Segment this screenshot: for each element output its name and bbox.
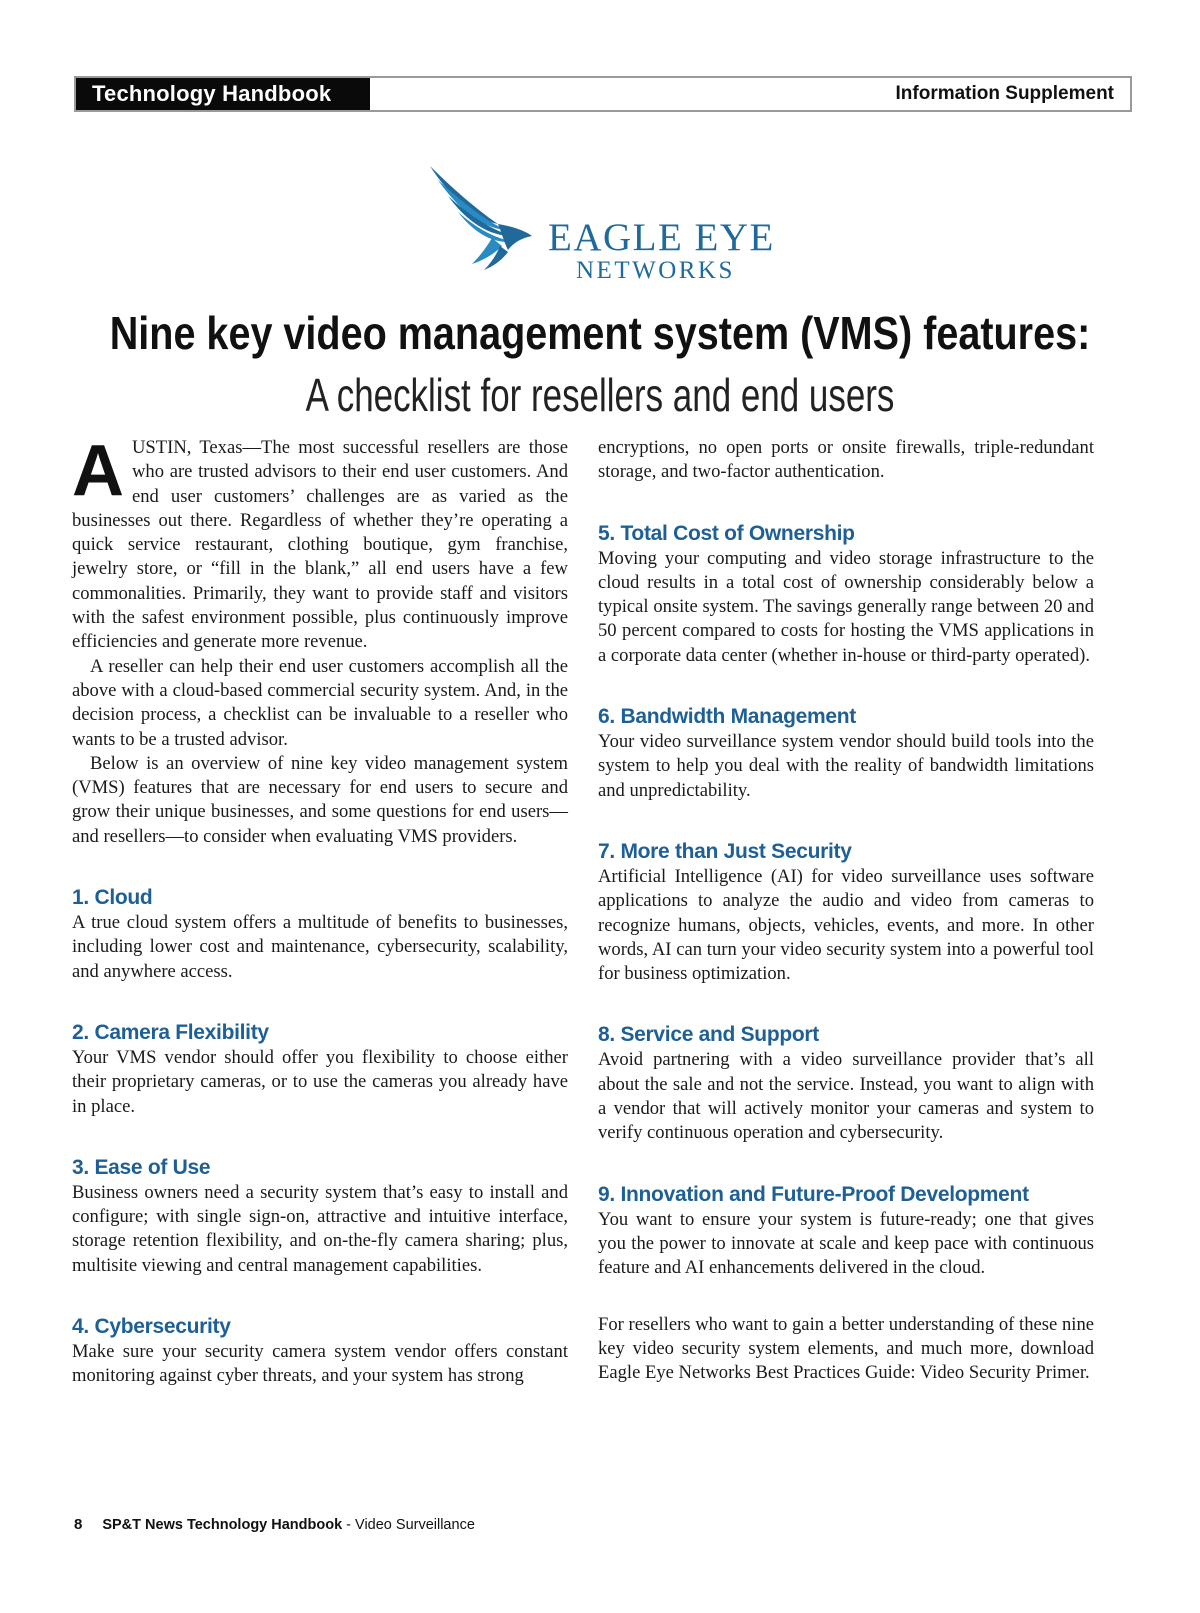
- section-heading: 6. Bandwidth Management: [598, 705, 856, 729]
- cybersecurity-continued: encryptions, no open ports or onsite firewalls, triple-redundant storage, and two-factor authentication.: [598, 437, 1094, 483]
- section-body: Business owners need a security system that’s easy to install and configure; with single sign-on, attractive and intuitive interface, storage retention flexibility, and on-the-fly camera sharing; plus, multisite viewing and central management capabilities.: [72, 1181, 568, 1276]
- section-body: Make sure your security camera system vendor offers constant monitoring against cyber threats, and your system has strong: [72, 1341, 568, 1387]
- section-heading: 9. Innovation and Future-Proof Development: [598, 1182, 1029, 1206]
- section-camera-flexibility: [72, 1020, 568, 1119]
- page-footer: [74, 1516, 475, 1533]
- article-title: Nine key video management system (VMS) features:: [109, 307, 1091, 359]
- section-body: Avoid partnering with a video surveillance provider that’s all about the sale and not the service. Instead, you want to align with a vendor that will actively monitor your cameras and system to verify continuous operation and cybersecurity.: [598, 1049, 1094, 1144]
- eagle-eye-logo: [440, 170, 775, 284]
- section-body: Moving your computing and video storage infrastructure to the cloud results in a total cost of ownership considerably below a typical onsite system. The savings generally range between 20 and 50 percent compared to costs for hosting the VMS applications in a corporate data center (whether in-house or third-party operated).: [598, 547, 1094, 666]
- section-body: You want to ensure your system is future-ready; one that gives you the power to innovate at scale and keep pace with continuous feature and AI enhancements delivered in the cloud.: [598, 1208, 1094, 1279]
- section-more-than-security: [598, 839, 1094, 986]
- right-column: [598, 436, 1094, 1385]
- section-ease-of-use: [72, 1155, 568, 1278]
- header-handbook-label: Technology Handbook: [76, 78, 370, 110]
- intro-paragraph-1: [72, 431, 568, 655]
- page-number: 8: [74, 1516, 83, 1533]
- logo-text: [548, 218, 775, 284]
- publication-section: - Video Surveillance: [342, 1517, 475, 1533]
- section-bandwidth-management: [598, 704, 1094, 803]
- logo-line-networks: NETWORKS: [576, 257, 735, 284]
- section-heading: 7. More than Just Security: [598, 839, 852, 863]
- section-cybersecurity: [72, 1314, 568, 1389]
- section-heading: 4. Cybersecurity: [72, 1315, 231, 1339]
- section-heading: 3. Ease of Use: [72, 1155, 211, 1179]
- publication-name: SP&T News Technology Handbook: [102, 1517, 343, 1533]
- section-service-and-support: [598, 1022, 1094, 1145]
- left-column: [72, 431, 568, 1389]
- section-body: A true cloud system offers a multitude of benefits to businesses, including lower cost and maintenance, cybersecurity, scalability, and anywhere access.: [72, 912, 568, 982]
- drop-cap: A: [72, 431, 124, 511]
- section-heading: 8. Service and Support: [598, 1023, 819, 1047]
- logo-line-eagle-eye: EAGLE EYE: [548, 216, 775, 259]
- article-subtitle: A checklist for resellers and end users: [305, 369, 895, 421]
- section-total-cost-of-ownership: [598, 521, 1094, 668]
- intro-paragraph-3: Below is an overview of nine key video management system (VMS) features that are necessary for end users to secure and grow their unique businesses, and some questions for end users—and resellers—to consider when evaluating VMS providers.: [72, 752, 568, 847]
- header-supplement-label: Information Supplement: [895, 83, 1114, 104]
- closing-paragraph: For resellers who want to gain a better understanding of these nine key video security system elements, and much more, download Eagle Eye Networks Best Practices Guide: Video Security Primer.: [598, 1313, 1094, 1384]
- section-heading: 5. Total Cost of Ownership: [598, 521, 855, 545]
- page-header: [74, 76, 1132, 112]
- intro-paragraph-1-text: USTIN, Texas—The most successful resellers are those who are trusted advisors to their end user customers. And end user customers’ challenges are as varied as the businesses out there. Regardless of whether they’re operating a quick service restaurant, clothing boutique, gym franchise, jewelry store, or “fill in the blank,” all end users have a few commonalities. Primarily, they want to provide staff and visitors with the safest environment possible, plus continuously improve efficiencies and generate more revenue.: [72, 437, 568, 653]
- section-heading: 2. Camera Flexibility: [72, 1020, 269, 1044]
- section-innovation: [598, 1182, 1094, 1281]
- section-body: Your VMS vendor should offer you flexibility to choose either their proprietary cameras, or to use the cameras you already have in place.: [72, 1046, 568, 1117]
- section-body: Your video surveillance system vendor should build tools into the system to help you deal with the reality of bandwidth limitations and unpredictability.: [598, 731, 1094, 801]
- section-heading: 1. Cloud: [72, 886, 153, 910]
- section-body: Artificial Intelligence (AI) for video surveillance uses software applications to analyze the audio and video from cameras to recognize humans, objects, vehicles, events, and more. In other words, AI can turn your video security system into a powerful tool for business optimization.: [598, 865, 1094, 985]
- intro-paragraph-2: A reseller can help their end user customers accomplish all the above with a cloud-based commercial security system. And, in the decision process, a checklist can be invaluable to a reseller who wants to be a trusted advisor.: [72, 655, 568, 750]
- section-cloud: [72, 885, 568, 984]
- eagle-wing-icon: [428, 164, 538, 274]
- closing-note: [598, 1313, 1094, 1386]
